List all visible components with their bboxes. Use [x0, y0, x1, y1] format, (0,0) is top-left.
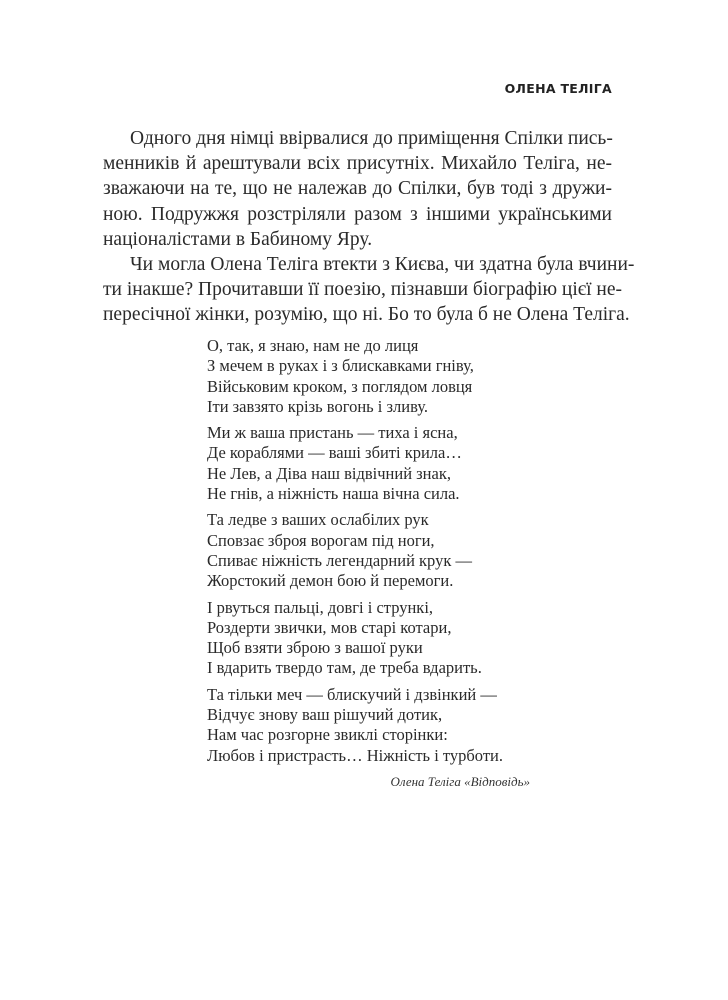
- text-line: Одного дня німці ввірвалися до приміщення Спілки пись-: [130, 128, 613, 149]
- verse-line: Спиває ніжність легендарний крук —: [207, 550, 472, 570]
- verse-line: З мечем в руках і з блискавками гніву,: [207, 356, 474, 376]
- verse-line: Роздерти звички, мов старі котари,: [207, 617, 452, 637]
- verse-line: Любов і пристрасть… Ніжність і турботи.: [207, 745, 503, 765]
- verse-line: І вдарить твердо там, де треба вдарить.: [207, 658, 482, 678]
- text-line: пересічної жінки, розумію, що ні. Бо то була б не Олена Теліга.: [103, 304, 630, 326]
- verse-line: Жорстокий демон бою й перемоги.: [207, 571, 454, 591]
- verse-line: Щоб взяти зброю з вашої руки: [207, 638, 423, 658]
- verse-line: Відчує знову ваш рішучий дотик,: [207, 705, 443, 725]
- verse-line: Нам час розгорне звиклі сторінки:: [207, 725, 448, 745]
- verse-line: Іти завзято крізь вогонь і зливу.: [207, 396, 429, 416]
- stanza: [207, 336, 530, 417]
- text-line: Чи могла Олена Теліга втекти з Києва, чи здатна була вчини-: [130, 254, 635, 276]
- verse-line: Не Лев, а Діва наш відвічний знак,: [207, 463, 451, 483]
- running-header: ОЛЕНА ТЕЛІГА: [504, 81, 612, 96]
- verse-line: І рвуться пальці, довгі і стрункі,: [207, 597, 434, 617]
- prose-text: [103, 126, 635, 328]
- text-line: націоналістами в Бабиному Яру.: [103, 228, 373, 250]
- text-line: зважаючи на те, що не належав до Спілки, був тоді з дружи-: [103, 178, 612, 200]
- poem-attribution: Олена Теліга «Відповідь»: [390, 773, 530, 789]
- text-line: ною. Подружжя розстріляли разом з іншими українськими: [103, 203, 612, 225]
- verse-line: Військовим кроком, з поглядом ловця: [207, 376, 473, 396]
- paragraph: [103, 126, 612, 252]
- stanza: [207, 598, 530, 679]
- poem: [207, 336, 530, 790]
- verse-line: О, так, я знаю, нам не до лиця: [207, 336, 419, 355]
- verse-line: Та тільки меч — блискучий і дзвінкий —: [207, 684, 497, 704]
- verse-line: Ми ж ваша пристань — тиха і ясна,: [207, 423, 458, 443]
- stanza: [207, 685, 530, 766]
- stanza: [207, 510, 530, 591]
- paragraph: [103, 252, 635, 328]
- verse-line: Та ледве з ваших ослабілих рук: [207, 510, 429, 530]
- verse-line: Не гнів, а ніжність наша вічна сила.: [207, 484, 460, 504]
- verse-line: Де кораблями — ваші збиті крила…: [207, 443, 462, 463]
- stanza: [207, 423, 530, 504]
- text-line: менників й арештували всіх присутніх. Михайло Теліга, не-: [103, 153, 612, 175]
- verse-line: Сповзає зброя ворогам під ноги,: [207, 530, 435, 550]
- text-line: ти інакше? Прочитавши її поезію, пізнавши біографію цієї не-: [103, 279, 623, 301]
